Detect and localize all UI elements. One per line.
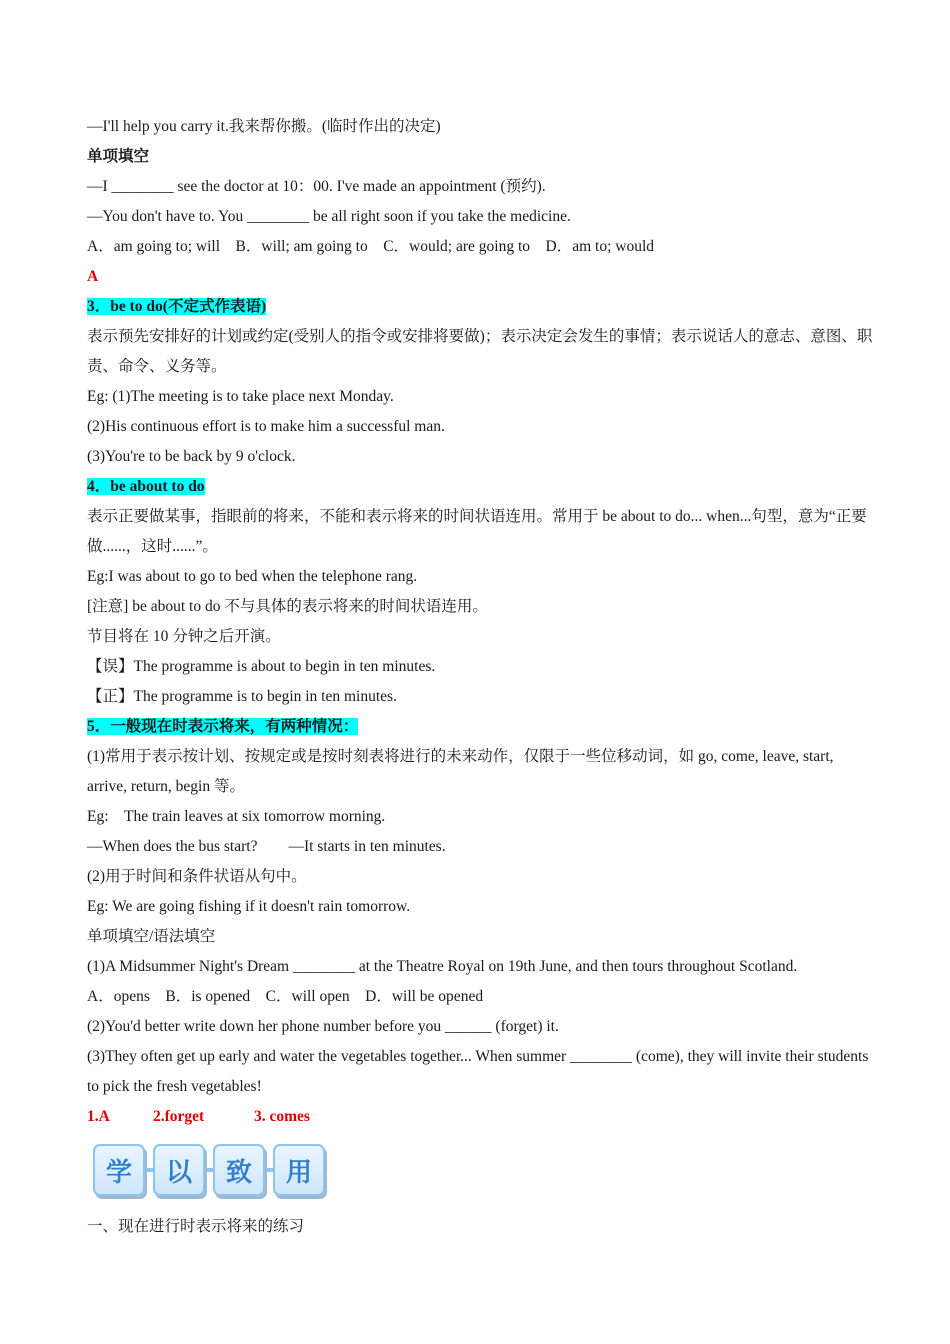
- example-line: Eg: (1)The meeting is to take place next Monday.: [87, 388, 394, 405]
- answer-key: A: [87, 268, 99, 285]
- example-line: —When does the bus start? —It starts in ten minutes.: [87, 838, 446, 855]
- paragraph: 表示预先安排好的计划或约定(受别人的指令或安排将要做)；表示决定会发生的事情；表示说话人的意志、意图、职责、命令、义务等。: [87, 328, 873, 375]
- document-body: [87, 112, 877, 1242]
- answer-key: [87, 1102, 877, 1132]
- answer-2: 2.forget: [153, 1108, 205, 1125]
- banner-char: 致: [213, 1144, 265, 1196]
- answer-options: A．am going to; will B．will; am going to C．would; are going to D．am to; would: [87, 238, 655, 255]
- study-apply-banner: [93, 1142, 877, 1198]
- banner-connector: [265, 1168, 273, 1172]
- section-title: 一、现在进行时表示将来的练习: [87, 1218, 305, 1235]
- dialogue-line: —I'll help you carry it.我来帮你搬。(临时作出的决定): [87, 118, 441, 135]
- example-line: Eg:I was about to go to bed when the telephone rang.: [87, 568, 418, 585]
- wrong-example: 【误】The programme is about to begin in ten minutes.: [87, 658, 436, 675]
- question-line: (1)A Midsummer Night's Dream ________ at the Theatre Royal on 19th June, and then tours throughout Scotland.: [87, 958, 798, 975]
- example-line: (3)You're to be back by 9 o'clock.: [87, 448, 296, 465]
- banner-char: 用: [273, 1144, 325, 1196]
- exercise-heading: 单项填空/语法填空: [87, 928, 216, 945]
- note-line: [注意] be about to do 不与具体的表示将来的时间状语连用。: [87, 598, 488, 615]
- question-line: —I ________ see the doctor at 10：00. I've made an appointment (预约).: [87, 178, 546, 195]
- section-heading-4: 4．be about to do: [87, 478, 205, 495]
- exercise-heading: 单项填空: [87, 148, 150, 165]
- answer-1: 1.A: [87, 1108, 110, 1125]
- banner-connector: [145, 1168, 153, 1172]
- example-line: 节目将在 10 分钟之后开演。: [87, 628, 281, 645]
- paragraph: (1)常用于表示按计划、按规定或是按时刻表将进行的未来动作，仅限于一些位移动词，如 go, come, leave, start, arrive, return, begin 等。: [87, 748, 834, 795]
- example-line: Eg: We are going fishing if it doesn't rain tomorrow.: [87, 898, 411, 915]
- correct-example: 【正】The programme is to begin in ten minutes.: [87, 688, 397, 705]
- question-line: (3)They often get up early and water the vegetables together... When summer ________ (come), they will invite their students to pick the fresh vegetables!: [87, 1048, 869, 1095]
- section-heading-3: 3．be to do(不定式作表语): [87, 298, 267, 315]
- answer-3: 3. comes: [254, 1108, 310, 1125]
- banner-connector: [205, 1168, 213, 1172]
- section-heading-5: 5．一般现在时表示将来，有两种情况：: [87, 718, 359, 735]
- example-line: Eg: The train leaves at six tomorrow morning.: [87, 808, 386, 825]
- paragraph: (2)用于时间和条件状语从句中。: [87, 868, 307, 885]
- example-line: (2)His continuous effort is to make him a successful man.: [87, 418, 445, 435]
- question-line: (2)You'd better write down her phone number before you ______ (forget) it.: [87, 1018, 559, 1035]
- banner-char: 学: [93, 1144, 145, 1196]
- answer-options: A．opens B．is opened C．will open D．will be opened: [87, 988, 484, 1005]
- paragraph: 表示正要做某事，指眼前的将来，不能和表示将来的时间状语连用。常用于 be about to do... when...句型，意为“正要做......，这时......”。: [87, 508, 867, 555]
- banner-char: 以: [153, 1144, 205, 1196]
- question-line: —You don't have to. You ________ be all right soon if you take the medicine.: [87, 208, 571, 225]
